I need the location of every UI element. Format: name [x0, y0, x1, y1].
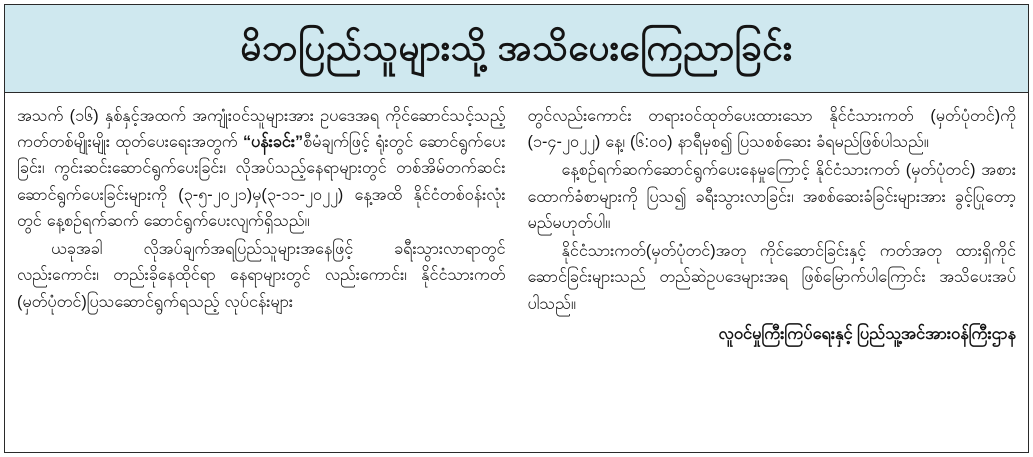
page-title: မိဘပြည်သူများသို့ အသိပေးကြေညာခြင်း [240, 27, 793, 69]
paragraph [528, 103, 1017, 155]
paragraph [17, 236, 506, 315]
left-column [17, 103, 506, 444]
paragraph-text: နိုင်ငံသားကတ်(မှတ်ပုံတင်)အတု ကိုင်ဆောင်ခြင်းနှင့် ကတ်အတု ထားရှိကိုင်ဆောင်ခြင်းများသည် တည်ဆဲဥပဒေများအရ ဖြစ်မြောက်ပါကြောင်း အသိပေးအပ်ပါသည်။ [527, 242, 1016, 313]
paragraph-text: တွင်လည်းကောင်း တရားဝင်ထုတ်ပေးထားသော နိုင်ငံသားကတ် (မှတ်ပုံတင်)ကို (၁-၄-၂၀၂၂) နေ့၊ (၆:၀၀) နာရီမှစ၍ ပြသစစ်ဆေး ခံရမည်ဖြစ်ပါသည်။ [527, 107, 1016, 152]
announcement-banner [5, 5, 1028, 93]
right-column [528, 103, 1017, 444]
paragraph-text: အသက် (၁၆) နှစ်နှင့်အထက် အကျုံးဝင်သူများအား ဥပဒေအရ ကိုင်ဆောင်သင့်သည့် ကတ်တစ်မျိုးမျိုး ထုတ်ပေးရေးအတွက် [17, 107, 506, 152]
paragraph-emphasis: “ပန်းခင်း” [242, 133, 304, 152]
paragraph-text: နေ့စဉ်ရက်ဆက်ဆောင်ရွက်ပေးနေမှုကြောင့် နိုင်ငံသားကတ် (မှတ်ပုံတင်) အစား ထောက်ခံစာများကို ပြသ၍ ခရီးသွားလာခြင်း၊ အစစ်ဆေးခံခြင်းများအား ခွင့်ပြုတော့မည်မဟုတ်ပါ။ [527, 161, 1016, 232]
paragraph [17, 103, 506, 234]
paragraph-text: ယခုအခါ လိုအပ်ချက်အရပြည်သူများအနေဖြင့် ခရီးသွားလာရာတွင်လည်းကောင်း၊ တည်းခိုနေထိုင်ရာ နေရာများတွင် လည်းကောင်း၊ နိုင်ငံသားကတ် (မှတ်ပုံတင်)ပြသဆောင်ရွက်ရသည့် လုပ်ငန်းများ [17, 240, 506, 311]
paragraph [528, 238, 1017, 317]
paragraph-text: စီမံချက်ဖြင့် ရုံးတွင် ဆောင်ရွက်ပေးခြင်း၊ ကွင်းဆင်းဆောင်ရွက်ပေးခြင်း၊ လိုအပ်သည့်နေရာများတွင် တစ်အိမ်တက်ဆင်း ဆောင်ရွက်ပေးခြင်းများကို (၃-၅-၂၀၂၁)မှ(၃-၁၁-၂၀၂၂) နေ့အထိ နိုင်ငံတစ်ဝန်းလုံးတွင် နေ့စဉ်ရက်ဆက် ဆောင်ရွက်ပေးလျက်ရှိသည်။ [17, 133, 506, 230]
document-frame [4, 4, 1029, 453]
paragraph [528, 157, 1017, 236]
article-body [5, 94, 1028, 452]
signature-line: လူဝင်မှုကြီးကြပ်ရေးနှင့် ပြည်သူ့အင်အားဝန်ကြီးဌာန [718, 324, 1016, 343]
